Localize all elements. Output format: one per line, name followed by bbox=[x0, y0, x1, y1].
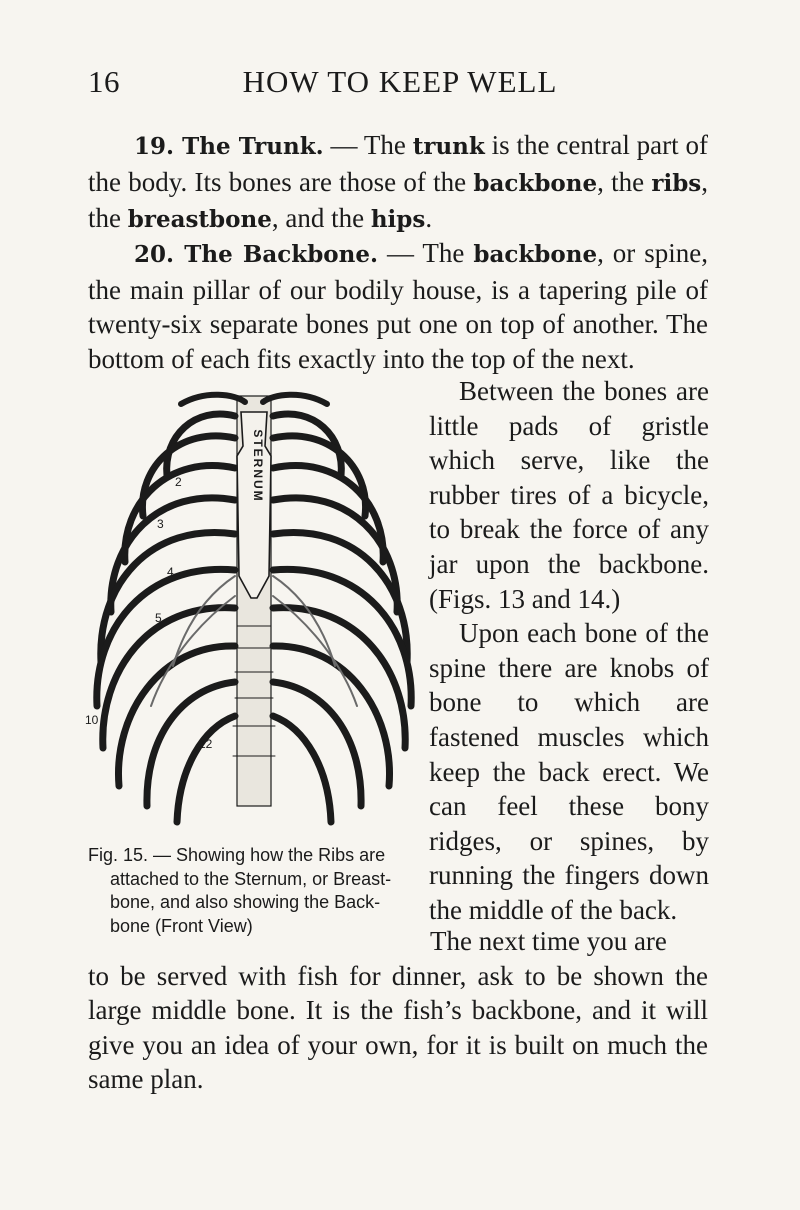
section-heading-20: 20. The Backbone. bbox=[134, 241, 378, 268]
text-span: — The bbox=[323, 130, 413, 160]
paragraph-fish-backbone bbox=[88, 924, 708, 1097]
running-title: HOW TO KEEP WELL bbox=[242, 64, 558, 99]
rib-number-5: 5 bbox=[155, 611, 162, 625]
paragraph-rest: to be served with fish for dinner, ask to be shown the large middle bone. It is the fish’s backbone, and it will give you an idea of your own, for it is built on much the same plan. bbox=[88, 960, 708, 1094]
term-backbone: backbone bbox=[473, 241, 598, 268]
term-ribs: ribs bbox=[651, 169, 702, 197]
term-hips: hips bbox=[370, 206, 426, 233]
right-ribs bbox=[273, 414, 411, 822]
text-span: . bbox=[425, 203, 433, 233]
term-trunk: trunk bbox=[412, 133, 485, 160]
paragraph-lead: The next time you are bbox=[430, 926, 667, 956]
rib-number-12: 12 bbox=[199, 737, 213, 751]
caption-line: attached to the Sternum, or Breast- bbox=[110, 868, 392, 889]
right-clavicle bbox=[263, 395, 327, 404]
rib-cage-illustration bbox=[85, 376, 423, 836]
text-span: is the central part of the body. Its bones are those of the bbox=[88, 130, 708, 197]
paragraph-19-the-trunk bbox=[88, 128, 708, 238]
sternum-label: STERNUM bbox=[251, 429, 265, 503]
caption-line: bone, and also showing the Back- bbox=[110, 892, 381, 912]
side-column-text bbox=[429, 374, 709, 928]
section-heading-19: 19. The Trunk. bbox=[134, 133, 324, 160]
text-span: , and the bbox=[271, 203, 371, 233]
term-backbone: backbone bbox=[473, 169, 598, 197]
rib-number-4: 4 bbox=[167, 565, 174, 579]
rib-number-10: 10 bbox=[85, 713, 99, 727]
text-span: , the bbox=[88, 166, 708, 233]
page-number: 16 bbox=[88, 64, 120, 99]
running-head bbox=[88, 64, 712, 104]
rib-number-2: 2 bbox=[175, 475, 182, 489]
rib-number-3: 3 bbox=[157, 517, 164, 531]
paragraph-spine-knobs: Upon each bone of the spine there are knobs of bone to which are fastened muscles which keep the back erect. We can feel these bony ridges, or spines, by running the fingers down the middle of the back. bbox=[429, 618, 709, 925]
text-span: , the bbox=[597, 166, 652, 197]
left-ribs bbox=[97, 414, 235, 822]
text-span: , or spine, the main pillar of our bodily house, is a tapering pile of twenty-six separate bones put one on top of another. The bottom of each fits exactly into the top of the next. bbox=[88, 238, 708, 374]
paragraph-gristle-pads: Between the bones are little pads of gristle which serve, like the rubber tires of a bicycle, to break the force of any jar upon the backbone. (Figs. 13 and 14.) bbox=[429, 376, 709, 614]
caption-line: bone (Front View) bbox=[110, 915, 253, 936]
caption-line: Fig. 15. — Showing how the Ribs are bbox=[88, 845, 386, 865]
text-span: — The bbox=[378, 238, 474, 268]
term-breastbone: breastbone bbox=[127, 206, 272, 233]
figure-rib-cage bbox=[85, 376, 423, 836]
paragraph-20-the-backbone bbox=[88, 236, 708, 376]
left-clavicle bbox=[181, 395, 245, 404]
